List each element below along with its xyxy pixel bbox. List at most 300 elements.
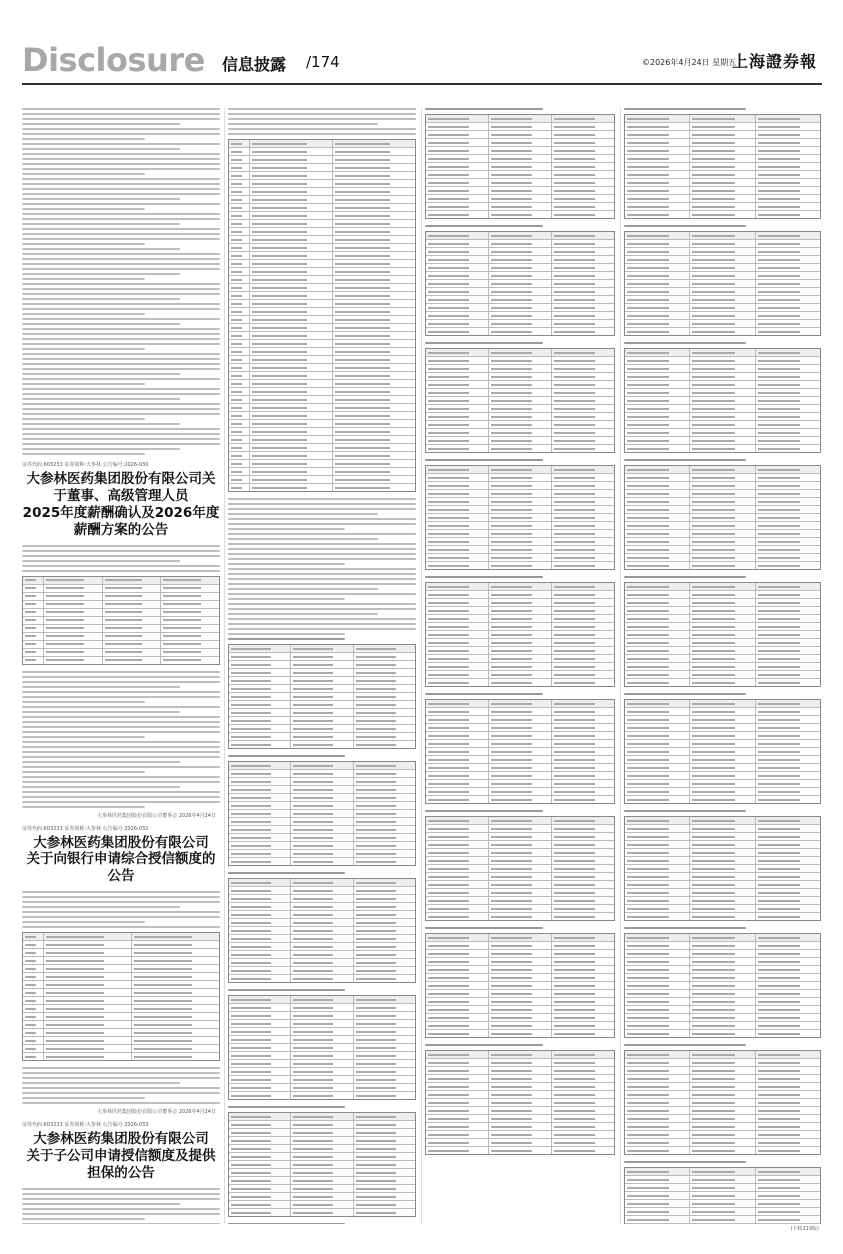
table-cell: [229, 834, 291, 841]
table-row: [426, 389, 614, 397]
table-cell: [756, 163, 820, 170]
table-row: [625, 966, 820, 974]
table-cell: [756, 506, 820, 513]
table-row: [229, 895, 415, 903]
text-line: [228, 598, 345, 600]
table-cell: [756, 671, 820, 678]
table-cell: [426, 240, 489, 247]
text-line: [22, 113, 220, 115]
table-cell: [229, 324, 250, 331]
table-cell: [552, 700, 614, 707]
table-cell: [625, 1139, 690, 1146]
table-cell: [625, 942, 690, 949]
table-cell: [489, 865, 552, 872]
table-cell: [552, 195, 614, 202]
table-cell: [229, 1145, 291, 1152]
table-cell: [489, 796, 552, 803]
table-cell: [250, 252, 333, 259]
table-cell: [489, 700, 552, 707]
table-cell: [625, 833, 690, 840]
table-cell: [250, 156, 333, 163]
table-cell: [489, 179, 552, 186]
table-cell: [756, 655, 820, 662]
table-cell: [690, 966, 755, 973]
table-cell: [229, 850, 291, 857]
table-cell: [426, 897, 489, 904]
table-row: [23, 633, 219, 641]
table-cell: [333, 236, 415, 243]
table-row: [229, 810, 415, 818]
text-line: [228, 498, 416, 500]
table-row: [625, 490, 820, 498]
table-cell: [690, 381, 755, 388]
table-row: [426, 123, 614, 131]
table-cell: [552, 1107, 614, 1114]
table-row: [625, 437, 820, 445]
table-cell: [333, 356, 415, 363]
table-cell: [690, 1216, 755, 1223]
table-cell: [354, 887, 415, 894]
table-row: [229, 1012, 415, 1020]
table-cell: [489, 397, 552, 404]
table-cell: [161, 593, 219, 600]
table-row: [426, 514, 614, 522]
table-row: [426, 873, 614, 881]
table-cell: [690, 131, 755, 138]
text-line: [228, 503, 416, 505]
table-cell: [625, 615, 690, 622]
table-row: [426, 881, 614, 889]
table-cell: [291, 1185, 353, 1192]
table-cell: [756, 232, 820, 239]
table-cell: [23, 1029, 44, 1036]
table-row: [625, 889, 820, 897]
table-cell: [291, 1004, 353, 1011]
table-cell: [690, 490, 755, 497]
table-row: [229, 468, 415, 476]
table-cell: [426, 498, 489, 505]
table-cell: [625, 756, 690, 763]
table-cell: [23, 609, 44, 616]
table-cell: [132, 1037, 219, 1044]
table-cell: [426, 913, 489, 920]
entity-heading: [228, 638, 345, 640]
table-cell: [250, 172, 333, 179]
table-cell: [552, 1099, 614, 1106]
table-row: [426, 115, 614, 123]
table-cell: [625, 1022, 690, 1029]
table-row: [426, 437, 614, 445]
text-line: [22, 143, 220, 145]
table-row: [625, 179, 820, 187]
table-cell: [44, 1021, 132, 1028]
data-table: [22, 932, 220, 1061]
table-cell: [250, 212, 333, 219]
table-cell: [690, 833, 755, 840]
table-cell: [625, 671, 690, 678]
table-cell: [426, 139, 489, 146]
table-cell: [354, 975, 415, 982]
table-cell: [756, 647, 820, 654]
table-cell: [756, 1107, 820, 1114]
table-cell: [333, 396, 415, 403]
table-cell: [756, 421, 820, 428]
data-table: [425, 348, 615, 453]
table-row: [229, 444, 415, 452]
table-row: [426, 663, 614, 671]
table-cell: [291, 1193, 353, 1200]
table-row: [426, 958, 614, 966]
table-row: [426, 554, 614, 562]
table-cell: [625, 748, 690, 755]
data-table: [624, 114, 821, 219]
table-cell: [426, 934, 489, 941]
table-cell: [426, 623, 489, 630]
table-cell: [229, 1113, 291, 1120]
entity-heading: [425, 1044, 543, 1046]
table-cell: [250, 380, 333, 387]
table-cell: [690, 881, 755, 888]
table-cell: [489, 272, 552, 279]
table-cell: [756, 607, 820, 614]
table-cell: [690, 474, 755, 481]
table-cell: [552, 708, 614, 715]
table-cell: [426, 538, 489, 545]
table-row: [426, 280, 614, 288]
table-cell: [690, 466, 755, 473]
table-cell: [229, 1052, 291, 1059]
text-line: [228, 533, 416, 535]
table-cell: [756, 679, 820, 686]
table-row: [229, 1169, 415, 1177]
table-row: [625, 1131, 820, 1139]
table-cell: [333, 420, 415, 427]
table-cell: [625, 1030, 690, 1037]
text-line: [22, 318, 220, 320]
table-cell: [44, 989, 132, 996]
table-row: [625, 724, 820, 732]
table-row: [426, 1099, 614, 1107]
table-cell: [552, 849, 614, 856]
table-cell: [756, 474, 820, 481]
table-row: [426, 974, 614, 982]
text-line: [22, 701, 145, 703]
table-cell: [426, 1115, 489, 1122]
table-cell: [552, 546, 614, 553]
table-cell: [552, 748, 614, 755]
table-cell: [489, 998, 552, 1005]
table-cell: [426, 328, 489, 335]
table-cell: [690, 115, 755, 122]
table-cell: [354, 770, 415, 777]
table-cell: [23, 601, 44, 608]
table-cell: [552, 474, 614, 481]
table-row: [426, 232, 614, 240]
table-row: [625, 679, 820, 686]
table-cell: [489, 187, 552, 194]
table-cell: [552, 732, 614, 739]
table-cell: [690, 187, 755, 194]
table-cell: [756, 195, 820, 202]
table-cell: [690, 365, 755, 372]
table-cell: [625, 296, 690, 303]
table-cell: [552, 740, 614, 747]
table-row: [23, 617, 219, 625]
table-cell: [103, 657, 162, 664]
table-cell: [552, 990, 614, 997]
table-cell: [489, 522, 552, 529]
table-cell: [44, 593, 103, 600]
table-row: [229, 212, 415, 220]
table-cell: [625, 373, 690, 380]
table-cell: [44, 957, 132, 964]
table-row: [625, 1115, 820, 1123]
data-table: [425, 231, 615, 336]
table-row: [426, 445, 614, 452]
table-cell: [291, 1036, 353, 1043]
table-cell: [552, 147, 614, 154]
text-line: [228, 563, 345, 565]
table-cell: [756, 942, 820, 949]
table-cell: [333, 276, 415, 283]
table-row: [229, 172, 415, 180]
table-row: [426, 413, 614, 421]
table-cell: [426, 264, 489, 271]
table-cell: [690, 1099, 755, 1106]
text-line: [228, 568, 416, 570]
table-cell: [229, 236, 250, 243]
table-row: [23, 997, 219, 1005]
table-cell: [333, 180, 415, 187]
table-row: [625, 413, 820, 421]
table-cell: [625, 889, 690, 896]
table-cell: [229, 1121, 291, 1128]
table-cell: [229, 316, 250, 323]
table-cell: [229, 404, 250, 411]
text-line: [22, 213, 220, 215]
table-cell: [103, 585, 162, 592]
text-line: [228, 578, 416, 580]
table-cell: [552, 304, 614, 311]
table-cell: [625, 881, 690, 888]
table-cell: [756, 639, 820, 646]
data-table: [228, 878, 416, 983]
table-cell: [756, 490, 820, 497]
table-row: [625, 445, 820, 452]
table-cell: [489, 554, 552, 561]
table-row: [229, 794, 415, 802]
table-cell: [756, 373, 820, 380]
table-cell: [161, 649, 219, 656]
table-cell: [426, 437, 489, 444]
table-cell: [354, 1177, 415, 1184]
table-cell: [489, 1099, 552, 1106]
table-cell: [354, 1169, 415, 1176]
table-cell: [489, 405, 552, 412]
table-cell: [690, 1184, 755, 1191]
table-cell: [756, 147, 820, 154]
table-row: [426, 1147, 614, 1154]
table-row: [229, 645, 415, 653]
table-cell: [426, 203, 489, 210]
table-cell: [552, 974, 614, 981]
table-cell: [690, 700, 755, 707]
table-cell: [489, 171, 552, 178]
table-cell: [552, 131, 614, 138]
table-row: [625, 349, 820, 357]
table-row: [229, 1177, 415, 1185]
table-cell: [229, 685, 291, 692]
text-line: [22, 691, 220, 693]
table-cell: [690, 1075, 755, 1082]
table-cell: [354, 653, 415, 660]
table-cell: [44, 577, 103, 584]
table-cell: [625, 583, 690, 590]
table-cell: [756, 522, 820, 529]
table-cell: [625, 740, 690, 747]
table-cell: [229, 460, 250, 467]
table-row: [625, 397, 820, 405]
table-cell: [552, 857, 614, 864]
entity-heading: [624, 693, 746, 695]
table-cell: [552, 562, 614, 569]
table-cell: [250, 364, 333, 371]
table-cell: [489, 421, 552, 428]
table-cell: [229, 276, 250, 283]
table-cell: [333, 308, 415, 315]
table-cell: [756, 897, 820, 904]
table-cell: [291, 786, 353, 793]
table-cell: [552, 1067, 614, 1074]
table-cell: [625, 365, 690, 372]
table-cell: [489, 195, 552, 202]
table-cell: [229, 1020, 291, 1027]
table-cell: [132, 965, 219, 972]
table-cell: [229, 911, 291, 918]
table-cell: [690, 982, 755, 989]
table-cell: [229, 693, 291, 700]
table-cell: [552, 817, 614, 824]
table-cell: [489, 764, 552, 771]
table-cell: [354, 701, 415, 708]
table-cell: [229, 959, 291, 966]
table-cell: [489, 490, 552, 497]
table-row: [625, 304, 820, 312]
table-cell: [489, 623, 552, 630]
table-cell: [625, 1051, 690, 1058]
table-row: [625, 272, 820, 280]
table-cell: [229, 220, 250, 227]
table-cell: [625, 913, 690, 920]
table-row: [426, 240, 614, 248]
table-cell: [690, 655, 755, 662]
table-cell: [354, 927, 415, 934]
table-row: [625, 256, 820, 264]
text-line: [22, 188, 220, 190]
table-cell: [552, 865, 614, 872]
table-cell: [756, 780, 820, 787]
table-cell: [625, 990, 690, 997]
table-cell: [756, 724, 820, 731]
table-row: [625, 1067, 820, 1075]
table-row: [625, 607, 820, 615]
entity-heading: [624, 1161, 746, 1163]
table-cell: [354, 1121, 415, 1128]
table-cell: [103, 649, 162, 656]
table-cell: [690, 788, 755, 795]
entity-heading: [425, 342, 543, 344]
table-cell: [552, 123, 614, 130]
table-cell: [354, 1092, 415, 1099]
table-row: [625, 280, 820, 288]
table-cell: [426, 708, 489, 715]
table-cell: [756, 764, 820, 771]
table-row: [625, 312, 820, 320]
table-cell: [552, 780, 614, 787]
table-cell: [229, 677, 291, 684]
table-cell: [489, 482, 552, 489]
table-row: [229, 693, 415, 701]
table-row: [426, 538, 614, 546]
table-row: [229, 1201, 415, 1209]
text-line: [228, 618, 416, 620]
table-cell: [552, 365, 614, 372]
table-row: [625, 421, 820, 429]
table-cell: [489, 232, 552, 239]
table-cell: [690, 179, 755, 186]
text-line: [22, 163, 220, 165]
table-cell: [690, 974, 755, 981]
table-row: [625, 817, 820, 825]
table-cell: [552, 1123, 614, 1130]
column-3: [425, 108, 615, 1224]
text-line: [22, 398, 180, 400]
data-table: [425, 933, 615, 1038]
table-cell: [625, 623, 690, 630]
text-line: [22, 198, 180, 200]
text-line: [22, 696, 220, 698]
data-table: [624, 348, 821, 453]
table-cell: [291, 1020, 353, 1027]
table-row: [625, 1216, 820, 1224]
table-cell: [552, 655, 614, 662]
table-cell: [426, 1083, 489, 1090]
table-cell: [489, 1051, 552, 1058]
table-cell: [690, 546, 755, 553]
text-line: [22, 1092, 220, 1094]
table-cell: [354, 669, 415, 676]
table-row: [426, 913, 614, 920]
text-line: [22, 1188, 220, 1190]
table-row: [426, 195, 614, 203]
table-cell: [625, 708, 690, 715]
table-cell: [625, 1208, 690, 1215]
table-row: [229, 300, 415, 308]
table-cell: [291, 1153, 353, 1160]
table-cell: [44, 1013, 132, 1020]
text-line: [22, 1198, 220, 1200]
table-cell: [489, 389, 552, 396]
table-cell: [690, 639, 755, 646]
table-row: [229, 180, 415, 188]
table-cell: [229, 879, 291, 886]
text-line: [22, 751, 220, 753]
table-cell: [489, 328, 552, 335]
text-line: [22, 363, 220, 365]
table-row: [625, 365, 820, 373]
table-cell: [756, 990, 820, 997]
table-cell: [756, 889, 820, 896]
